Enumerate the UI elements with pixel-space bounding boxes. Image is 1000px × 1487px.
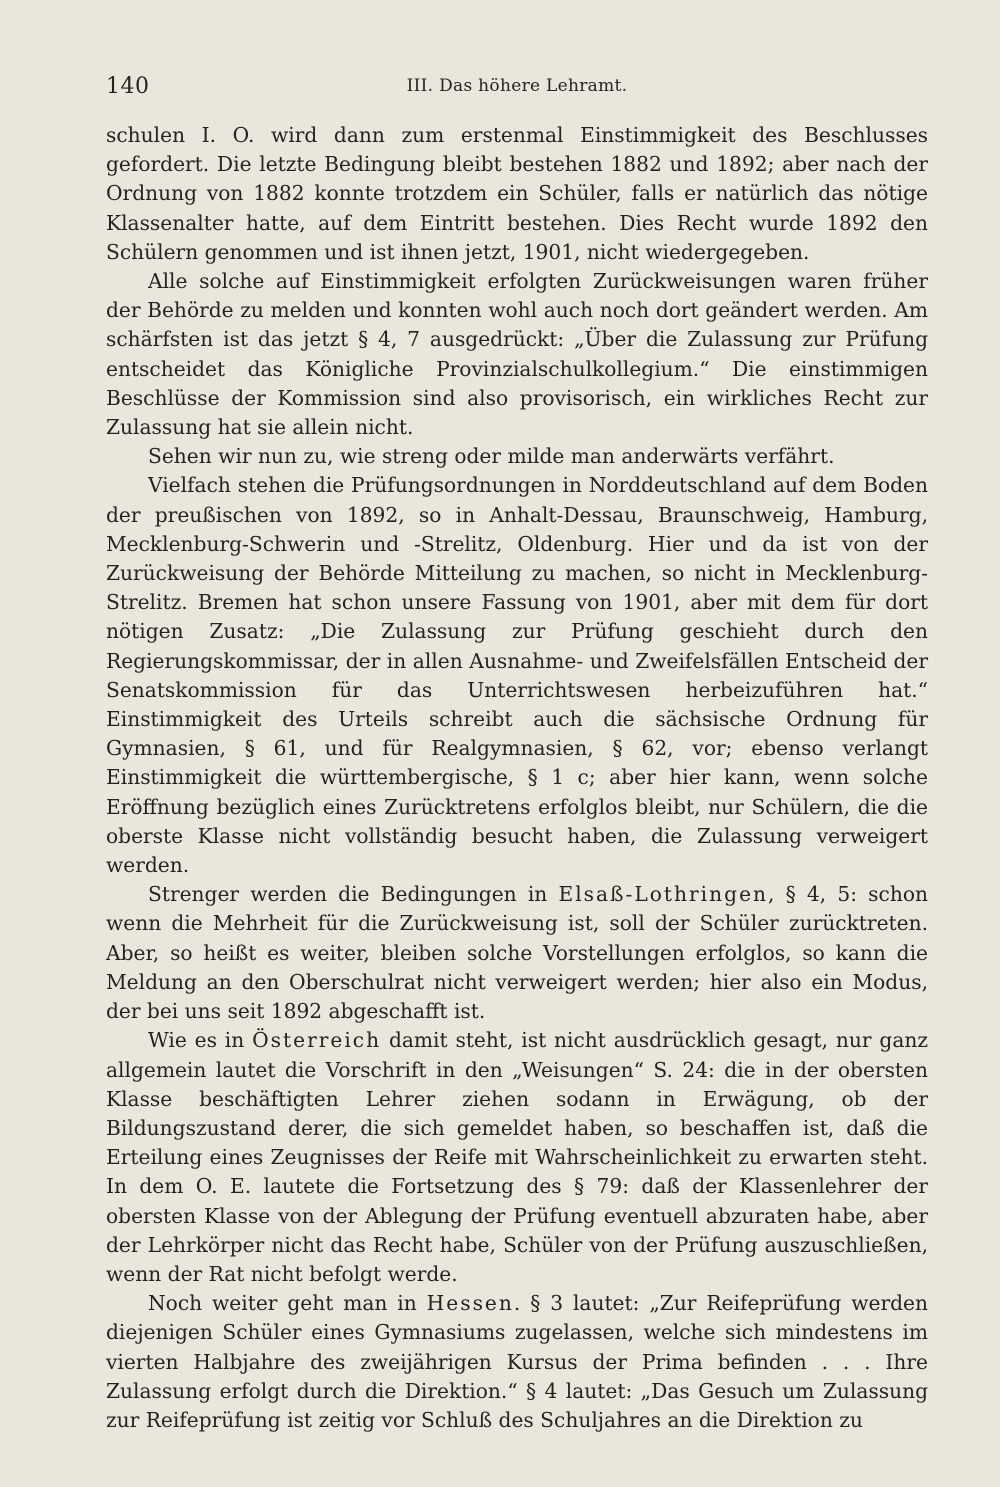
paragraph-4: Vielfach stehen die Prüfungsordnungen in Norddeutschland auf dem Boden der preußischen von 1892, so in Anhalt-Dessau, Braunschweig, Hamburg, Mecklenburg-Schwerin und -Strelitz, Oldenburg. Hier und da ist von der Zurückweisung der Behörde Mitteilung zu machen, so nicht in Mecklenburg-Strelitz. Bremen hat schon unsere Fassung von 1901, aber mit dem für dort nötigen Zusatz: „Die Zulassung zur Prüfung geschieht durch den Regierungskommissar, der in allen Ausnahme- und Zweifelsfällen Entscheid der Senatskommission für das Unterrichtswesen herbeizuführen hat.“ Einstimmigkeit des Urteils schreibt auch die sächsische Ordnung für Gymnasien, § 61, und für Realgymnasien, § 62, vor; ebenso verlangt Einstimmigkeit die württembergische, § 1 c; aber hier kann, wenn solche Eröffnung bezüglich eines Zurücktretens erfolglos bleibt, nur Schülern, die die oberste Klasse nicht vollständig besucht haben, die Zulassung verweigert werden. bbox=[106, 473, 928, 878]
emphasized-place-name: Hessen bbox=[426, 1291, 514, 1316]
paragraph-6-rest: damit steht, ist nicht ausdrücklich gesagt, nur ganz allgemein lautet die Vorschrift in den „Weisungen“ S. 24: die in der obersten Klasse beschäftigten Lehrer ziehen sodann in Erwägung, ob der Bildungszustand derer, die sich gemeldet haben, so beschaffen ist, daß die Erteilung eines Zeugnisses der Reife mit Wahrscheinlichkeit zu erwarten steht. In dem O. E. lautete die Fortsetzung des § 79: daß der Klassenlehrer der obersten Klasse von der Ablegung der Prüfung eventuell abzuraten habe, aber der Lehrkörper nicht das Recht habe, Schüler von der Prüfung auszuschließen, wenn der Rat nicht befolgt werde. bbox=[106, 1028, 928, 1286]
paragraph-5 bbox=[106, 880, 928, 1026]
paragraph-2: Alle solche auf Einstimmigkeit erfolgten Zurückweisungen waren früher der Behörde zu melden und konnten wohl auch noch dort geändert werden. Am schärfsten ist das jetzt § 4, 7 ausgedrückt: „Über die Zulassung zur Prüfung entscheidet das Königliche Provinzialschulkollegium.“ Die einstimmigen Beschlüsse der Kommission sind also provisorisch, ein wirkliches Recht zur Zulassung hat sie allein nicht. bbox=[106, 269, 928, 440]
paragraph-6-lead: Wie es in bbox=[148, 1028, 253, 1053]
paragraph-5-lead: Strenger werden die Bedingungen in bbox=[148, 882, 559, 907]
running-title: III. Das höhere Lehramt. bbox=[406, 76, 628, 96]
emphasized-place-name: Österreich bbox=[252, 1028, 382, 1053]
paragraph-7 bbox=[106, 1289, 928, 1435]
running-head bbox=[106, 74, 928, 104]
paragraph-5-rest: , § 4, 5: schon wenn die Mehrheit für die Zurückweisung ist, soll der Schüler zurücktreten. Aber, so heißt es weiter, bleiben solche Vorstellungen erfolglos, so kann die Meldung an den Oberschulrat nicht verweigert werden; hier also ein Modus, der bei uns seit 1892 abgeschafft ist. bbox=[106, 882, 928, 1024]
paragraph-3: Sehen wir nun zu, wie streng oder milde man anderwärts verfährt. bbox=[148, 444, 835, 469]
paragraph-7-rest: . § 3 lautet: „Zur Reifeprüfung werden diejenigen Schüler eines Gymnasiums zugelassen, welche sich mindestens im vierten Halbjahre des zweijährigen Kursus der Prima befinden . . . Ihre Zulassung erfolgt durch die Direktion.“ § 4 lautet: „Das Gesuch um Zulassung zur Reifeprüfung ist zeitig vor Schluß des Schuljahres an die Direktion zu bbox=[106, 1291, 928, 1432]
paragraph-7-lead: Noch weiter geht man in bbox=[148, 1291, 427, 1316]
paragraph-1: schulen I. O. wird dann zum erstenmal Einstimmigkeit des Beschlusses gefordert. Die letzte Bedingung bleibt bestehen 1882 und 1892; aber nach der Ordnung von 1882 konnte trotzdem ein Schüler, falls er natürlich das nötige Klassenalter hatte, auf dem Eintritt bestehen. Dies Recht wurde 1892 den Schülern genommen und ist ihnen jetzt, 1901, nicht wiedergegeben. bbox=[106, 123, 928, 264]
body-text bbox=[106, 121, 928, 1435]
paragraph-6 bbox=[106, 1026, 928, 1289]
emphasized-place-name: Elsaß-Lothringen bbox=[558, 882, 769, 907]
page-number: 140 bbox=[106, 74, 150, 99]
